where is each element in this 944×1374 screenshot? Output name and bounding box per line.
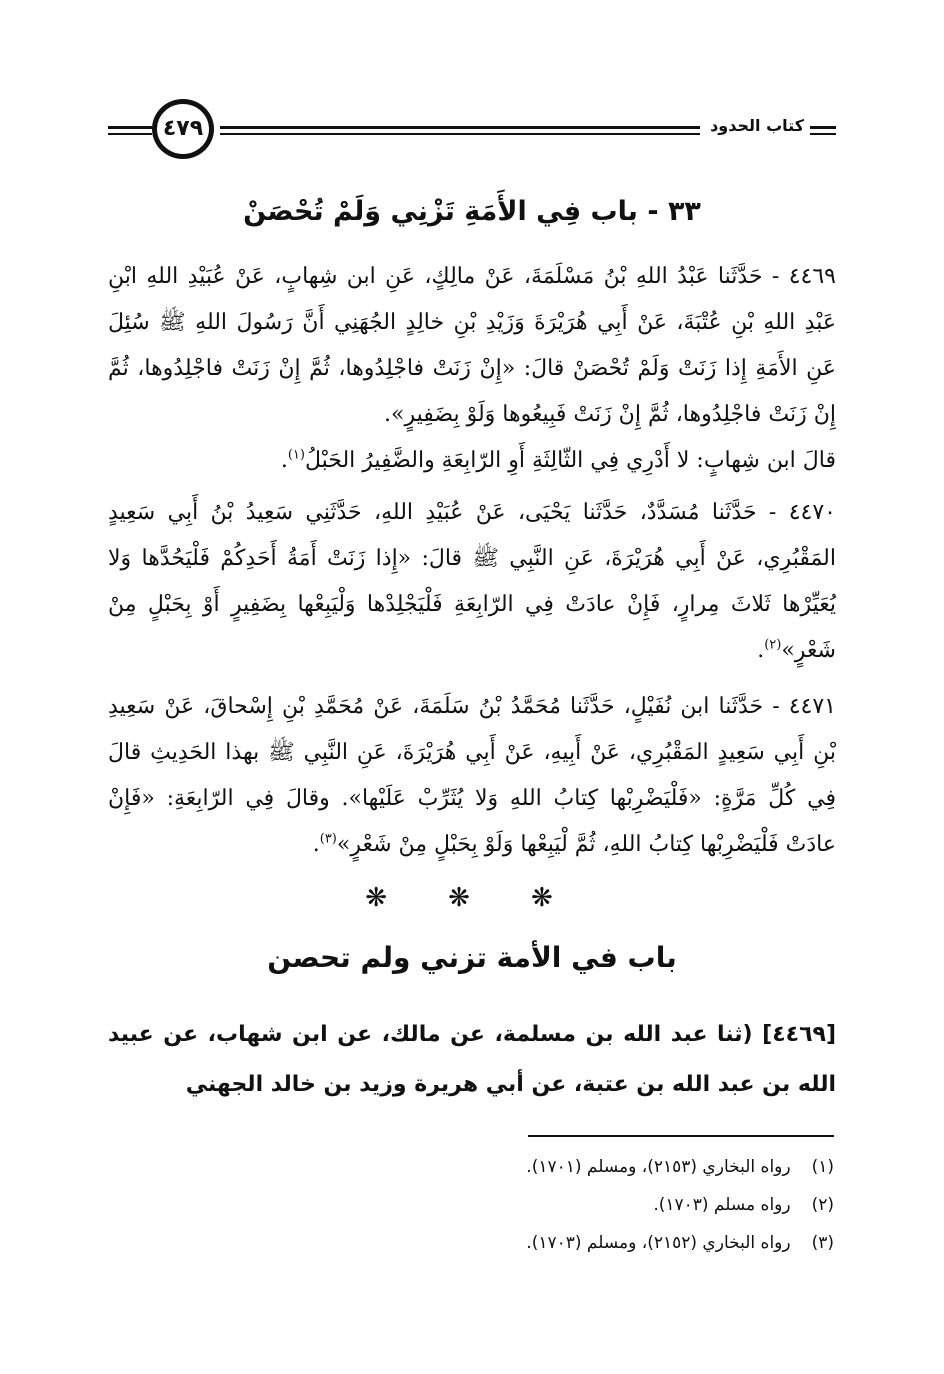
hadith-text: ٤٤٧١ - حَدَّثَنا ابن نُفَيْلٍ، حَدَّثَنا مُحَمَّدُ بْنُ سَلَمَةَ، عَنْ مُحَمَّدِ بْنِ إِسْحاقَ، عَنْ سَعِيدِ بْنِ أَبِي سَعِيدٍ المَقْبُرِي، عَنْ أَبِيهِ، عَنْ أَبِي هُرَيْرَةَ، عَنِ النَّبِي ﷺ بهذا الحَدِيثِ قالَ فِي كُلِّ مَرَّةٍ: «فَلْيَضْرِبْها كِتابُ اللهِ وَلا يُثَرِّبْ عَلَيْها». وقالَ فِي الرّابِعَةِ: «فَإِنْ عادَتْ فَلْيَضْرِبْها كِتابُ اللهِ، ثُمَّ لْيَبِعْها وَلَوْ بِحَبْلٍ مِنْ شَعْرٍ» <box>108 694 836 857</box>
page-number: ٤٧٩ <box>152 99 214 159</box>
footnote-ref[interactable]: (١) <box>287 447 305 463</box>
hadith-4471: ٤٤٧١ - حَدَّثَنا ابن نُفَيْلٍ، حَدَّثَنا مُحَمَّدُ بْنُ سَلَمَةَ، عَنْ مُحَمَّدِ بْنِ إِسْحاقَ، عَنْ سَعِيدِ بْنِ أَبِي سَعِيدٍ المَقْبُرِي، عَنْ أَبِيهِ، عَنْ أَبِي هُرَيْرَةَ، عَنِ النَّبِي ﷺ بهذا الحَدِيثِ قالَ فِي كُلِّ مَرَّةٍ: «فَلْيَضْرِبْها كِتابُ اللهِ وَلا يُثَرِّبْ عَلَيْها». وقالَ فِي الرّابِعَةِ: «فَإِنْ عادَتْ فَلْيَضْرِبْها كِتابُ اللهِ، ثُمَّ لْيَبِعْها وَلَوْ بِحَبْلٍ مِنْ شَعْرٍ»$^{(٣)}$. <box>108 694 836 857</box>
header-rule-right <box>810 126 836 135</box>
running-title: كتاب الحدود <box>710 116 804 135</box>
commentary-title: باب في الأمة تزني ولم تحصن <box>267 941 677 974</box>
ibn-shihab-comment: قالَ ابن شِهابٍ: لا أَدْرِي فِي الثّالِثَةِ أَوِ الرّابِعَةِ والضَّفِيرُ الحَبْلُ$^{(١)}$. <box>280 447 836 473</box>
chapter-title: ٣٣ - باب فِي الأَمَةِ تَزْنِي وَلَمْ تُحْصَنْ <box>243 196 701 227</box>
running-header <box>108 96 836 166</box>
commentary-text: [٤٤٦٩] (ثنا عبد الله بن مسلمة، عن مالك، عن ابن شهاب، عن عبيد الله بن عبد الله بن عتبة، عن أبي هريرة وزيد بن خالد الجهني <box>108 1022 836 1097</box>
footnote-number: (٢) <box>811 1195 834 1215</box>
header-rule <box>220 126 700 135</box>
footnote-3 <box>106 1224 834 1262</box>
header-rule-left <box>108 126 152 135</box>
hadith-4470: ٤٤٧٠ - حَدَّثَنا مُسَدَّدٌ، حَدَّثَنا يَحْيَى، عَنْ عُبَيْدِ اللهِ، حَدَّثَنِي سَعِيدُ بْنُ أَبِي سَعِيدٍ المَقْبُرِي، عَنْ أَبِي هُرَيْرَةَ، عَنِ النَّبِي ﷺ قالَ: «إِذا زَنَتْ أَمَةُ أَحَدِكُمْ فَلْيَحُدَّها وَلا يُعَيِّرْها ثَلاثَ مِرارٍ، فَإِنْ عادَتْ فِي الرّابِعَةِ فَلْيَجْلِدْها وَلْيَبِعْها بِضَفِيرٍ أَوْ بِحَبْلٍ مِنْ شَعْرٍ»$^{(٢)}$. <box>108 500 836 663</box>
footnote-text: رواه البخاري (٢١٥٢)، ومسلم (١٧٠٣). <box>526 1233 791 1253</box>
footnote-ref[interactable]: (٢) <box>764 637 782 653</box>
footnote-1 <box>106 1148 834 1186</box>
footnotes <box>106 1148 834 1262</box>
footnote-ref[interactable]: (٣) <box>319 831 337 847</box>
footnote-divider <box>528 1135 834 1137</box>
footnote-number: (١) <box>811 1157 834 1177</box>
footnote-number: (٣) <box>811 1233 834 1253</box>
section-separator: ❋ ❋ ❋ <box>365 883 579 913</box>
hadith-text: ٤٤٦٩ - حَدَّثَنا عَبْدُ اللهِ بْنُ مَسْلَمَةَ، عَنْ مالِكٍ، عَنِ ابن شِهابٍ، عَنْ عُبَيْدِ اللهِ ابْنِ عَبْدِ اللهِ بْنِ عُتْبَةَ، عَنْ أَبِي هُرَيْرَةَ وَزَيْدِ بْنِ خالِدٍ الجُهَنِي أَنَّ رَسُولَ اللهِ ﷺ سُئِلَ عَنِ الأَمَةِ إِذا زَنَتْ وَلَمْ تُحْصَنْ قالَ: «إِنْ زَنَتْ فاجْلِدُوها، ثُمَّ إِنْ زَنَتْ فاجْلِدُوها، ثُمَّ إِنْ زَنَتْ فاجْلِدُوها، ثُمَّ إِنْ زَنَتْ فَبِيعُوها وَلَوْ بِضَفِيرٍ». <box>108 264 836 427</box>
comment-text: قالَ ابن شِهابٍ: لا أَدْرِي فِي الثّالِثَةِ أَوِ الرّابِعَةِ والضَّفِيرُ الحَبْلُ <box>304 448 836 473</box>
footnote-text: رواه مسلم (١٧٠٣). <box>653 1195 791 1215</box>
footnote-text: رواه البخاري (٢١٥٣)، ومسلم (١٧٠١). <box>526 1157 791 1177</box>
hadith-4469 <box>108 254 836 438</box>
footnote-2 <box>106 1186 834 1224</box>
hadith-text: ٤٤٧٠ - حَدَّثَنا مُسَدَّدٌ، حَدَّثَنا يَحْيَى، عَنْ عُبَيْدِ اللهِ، حَدَّثَنِي سَعِيدُ بْنُ أَبِي سَعِيدٍ المَقْبُرِي، عَنْ أَبِي هُرَيْرَةَ، عَنِ النَّبِي ﷺ قالَ: «إِذا زَنَتْ أَمَةُ أَحَدِكُمْ فَلْيَحُدَّها وَلا يُعَيِّرْها ثَلاثَ مِرارٍ، فَإِنْ عادَتْ فِي الرّابِعَةِ فَلْيَجْلِدْها وَلْيَبِعْها بِضَفِيرٍ أَوْ بِحَبْلٍ مِنْ شَعْرٍ» <box>108 500 836 663</box>
